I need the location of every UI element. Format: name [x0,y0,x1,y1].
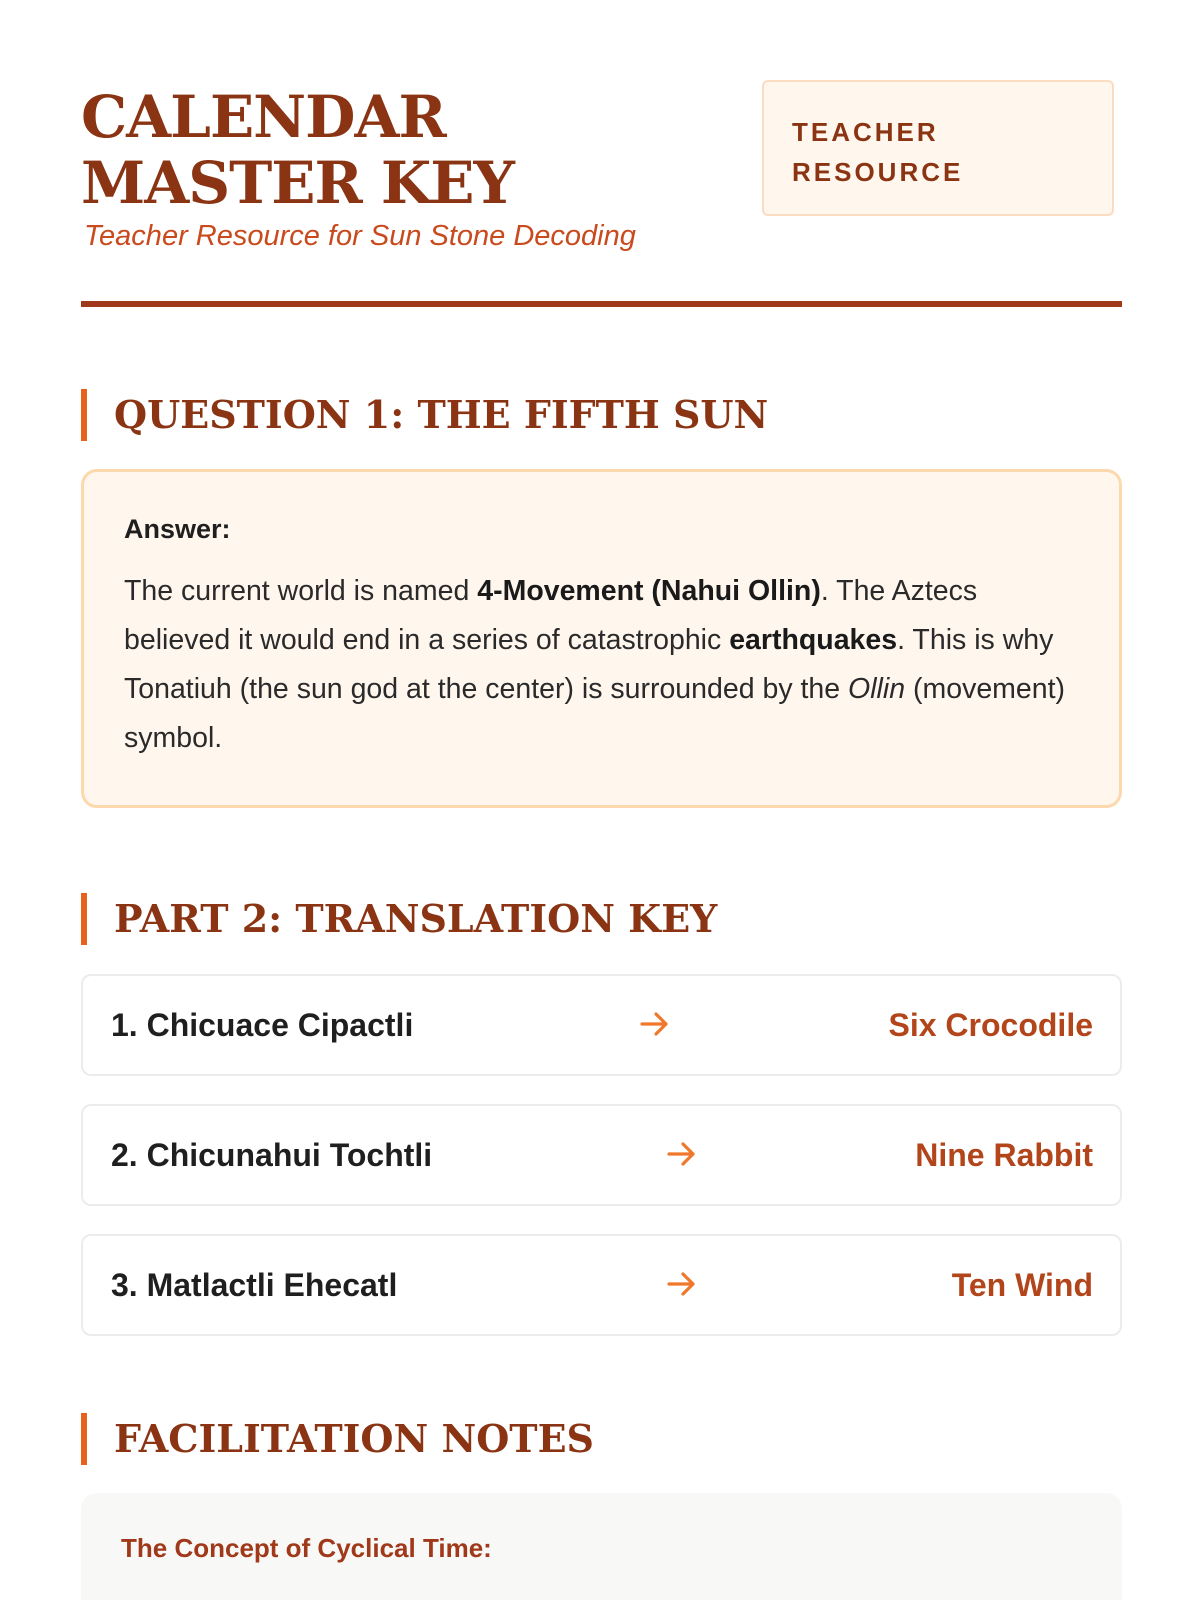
english-translation: Six Crocodile [888,1007,1093,1043]
header [81,80,1121,304]
header-divider [81,301,1122,307]
nahuatl-term: 2. Chicunahui Tochtli [111,1137,433,1173]
teacher-resource-badge [762,80,1114,216]
answer-text-part: (movement) symbol. [124,673,1066,754]
arrow-right-icon [638,1007,672,1041]
arrow-right-icon [665,1137,699,1171]
answer-highlight: earthquakes [729,624,898,656]
answer-highlight: 4-Movement (Nahui Ollin) [477,575,821,607]
badge-line-2: RESOURCE [792,157,964,187]
badge-line-1: TEACHER [792,117,939,147]
section-heading-facilitation-notes: FACILITATION NOTES [81,1413,594,1465]
arrow-right-icon [665,1267,699,1301]
page-title: CALENDAR MASTER KEY [81,83,514,217]
notes-subheading: The Concept of Cyclical Time: [121,1533,492,1563]
english-translation: Nine Rabbit [915,1137,1093,1173]
answer-italic-term: Ollin [848,673,906,705]
notes-box [81,1493,1122,1600]
nahuatl-term: 3. Matlactli Ehecatl [111,1267,398,1303]
section-heading-part-2: PART 2: TRANSLATION KEY [81,893,717,945]
answer-text-part: . The Aztecs believed it would end in a series of catastrophic [124,575,978,656]
translation-row [81,1234,1122,1336]
translation-row [81,1104,1122,1206]
translation-row [81,974,1122,1076]
answer-text [124,567,1079,763]
section-heading-question-1: QUESTION 1: THE FIFTH SUN [81,389,768,441]
page-subtitle: Teacher Resource for Sun Stone Decoding [84,220,636,252]
answer-box [81,469,1122,808]
answer-text-part: The current world is named [124,575,478,607]
nahuatl-term: 1. Chicuace Cipactli [111,1007,414,1043]
english-translation: Ten Wind [951,1267,1093,1303]
answer-label: Answer: [124,514,231,544]
answer-text-part: . This is why Tonatiuh (the sun god at the center) is surrounded by the [124,624,1054,705]
